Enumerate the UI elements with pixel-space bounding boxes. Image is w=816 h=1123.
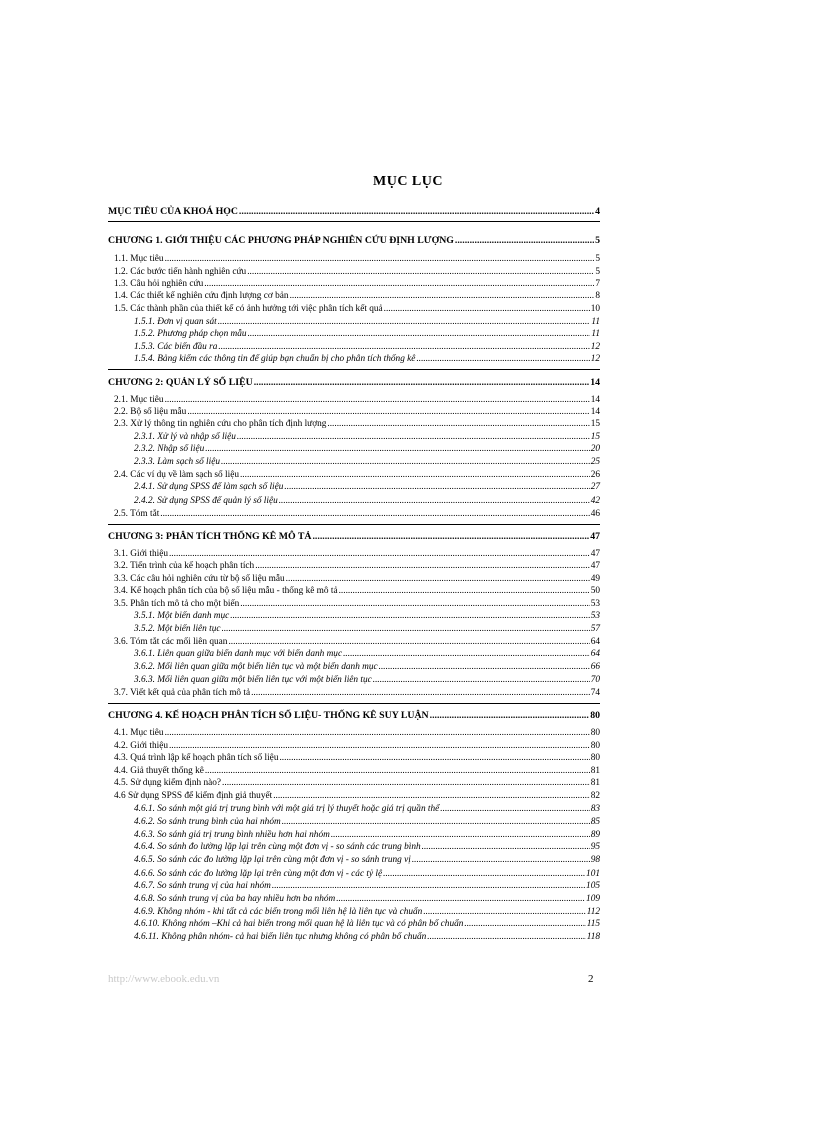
toc-entry-label: 2.2. Bộ số liệu mẫu xyxy=(114,407,187,417)
toc-entry-page: 5 xyxy=(595,267,600,277)
toc-entry-label: 1.5. Các thành phần của thiết kế có ảnh hưởng tới việc phân tích kết quả xyxy=(114,304,383,314)
toc-entry-label: CHƯƠNG 1. GIỚI THIỆU CÁC PHƯƠNG PHÁP NGHIÊN CỨU ĐỊNH LƯỢNG xyxy=(108,235,454,246)
toc-entry-label: 2.3. Xử lý thông tin nghiên cứu cho phân tích định lượng xyxy=(114,419,327,429)
toc-subsection-entry[interactable] xyxy=(108,330,600,339)
toc-entry-label: 4.6.6. So sánh các đo lường lặp lại trên cùng một đơn vị - các tỷ lệ xyxy=(134,869,383,879)
section-divider xyxy=(108,703,600,704)
toc-leader-dots xyxy=(423,908,585,917)
toc-section-entry[interactable] xyxy=(108,471,600,480)
toc-leader-dots xyxy=(339,587,590,596)
toc-leader-dots xyxy=(187,408,589,417)
toc-entry-label: 4.4. Giả thuyết thống kê xyxy=(114,766,204,776)
toc-entry-page: 5 xyxy=(595,235,600,246)
toc-leader-dots xyxy=(284,483,589,492)
toc-entry-page: 46 xyxy=(590,509,600,519)
toc-chapter-entry[interactable] xyxy=(108,378,600,388)
toc-entry-page: 105 xyxy=(586,881,600,891)
toc-entry-label: 2.3.1. Xử lý và nhập số liệu xyxy=(134,432,236,442)
toc-subsection-entry[interactable] xyxy=(108,870,600,879)
toc-leader-dots xyxy=(455,236,594,246)
toc-entry-label: 3.6.1. Liên quan giữa biến danh mục với biến danh mục xyxy=(134,649,343,659)
toc-entry-label: 4.6.8. So sánh trung vị của ba hay nhiều hơn ba nhóm xyxy=(134,894,336,904)
toc-entry-page: 66 xyxy=(590,662,600,672)
toc-section-entry[interactable] xyxy=(108,280,600,289)
toc-leader-dots xyxy=(240,600,589,609)
toc-entry-page: 47 xyxy=(590,531,600,542)
toc-entry-label: 3.6.3. Mối liên quan giữa một biến liên tục với một biến liên tục xyxy=(134,675,372,685)
toc-entry-label: 3.7. Viết kết quả của phân tích mô tả xyxy=(114,688,251,698)
toc-subsection-entry[interactable] xyxy=(108,895,600,904)
toc-entry-label: 4.5. Sử dụng kiểm định nào? xyxy=(114,778,222,788)
toc-entry-page: 95 xyxy=(590,842,600,852)
toc-entry-label: 3.1. Giới thiệu xyxy=(114,549,168,559)
toc-entry-page: 83 xyxy=(590,804,600,814)
toc-leader-dots xyxy=(237,433,590,442)
toc-leader-dots xyxy=(273,792,590,801)
toc-entry-label: 2.4. Các ví dụ về làm sạch số liệu xyxy=(114,470,239,480)
toc-subsection-entry[interactable] xyxy=(108,908,600,917)
toc-section-entry[interactable] xyxy=(108,792,600,801)
toc-subsection-entry[interactable] xyxy=(108,458,600,467)
toc-entry-page: 80 xyxy=(590,741,600,751)
toc-subsection-entry[interactable] xyxy=(108,663,600,672)
toc-entry-label: 2.4.1. Sử dụng SPSS để làm sạch số liệu xyxy=(134,482,284,492)
toc-entry-label: 4.6.7. So sánh trung vị của hai nhóm xyxy=(134,881,271,891)
toc-section-entry[interactable] xyxy=(108,689,600,698)
toc-leader-dots xyxy=(248,330,591,339)
toc-section-entry[interactable] xyxy=(108,575,600,584)
toc-entry-page: 64 xyxy=(590,637,600,647)
toc-entry-page: 14 xyxy=(590,377,600,388)
toc-leader-dots xyxy=(222,779,590,788)
toc-entry-page: 4 xyxy=(595,206,600,217)
toc-entry-label: 4.6.10. Không nhóm –Khi cả hai biến trong mối quan hệ là liên tục và có phân bố chuẩn xyxy=(134,919,464,929)
section-divider xyxy=(108,524,600,525)
footer-url-watermark: http://www.ebook.edu.vn xyxy=(108,973,220,985)
toc-subsection-entry[interactable] xyxy=(108,445,600,454)
toc-entry-page: 8 xyxy=(595,291,600,301)
toc-section-entry[interactable] xyxy=(108,255,600,264)
toc-entry-label: 4.6.3. So sánh giá trị trung bình nhiều hơn hai nhóm xyxy=(134,830,330,840)
toc-entry-label: 4.3. Quá trình lập kế hoạch phân tích số liệu xyxy=(114,753,279,763)
toc-entry-page: 14 xyxy=(590,407,600,417)
toc-subsection-entry[interactable] xyxy=(108,625,600,634)
toc-entry-page: 47 xyxy=(590,549,600,559)
toc-chapter-entry[interactable] xyxy=(108,711,600,721)
toc-entry-label: 3.6. Tóm tắt các mối liên quan xyxy=(114,637,228,647)
toc-entry-page: 15 xyxy=(590,432,600,442)
toc-leader-dots xyxy=(230,612,589,621)
toc-leader-dots xyxy=(430,711,590,721)
toc-entry-page: 53 xyxy=(590,611,600,621)
toc-entry-label: 3.5.1. Một biến danh mục xyxy=(134,611,230,621)
section-divider xyxy=(108,221,600,222)
toc-subsection-entry[interactable] xyxy=(108,676,600,685)
toc-subsection-entry[interactable] xyxy=(108,882,600,891)
toc-entry-page: 81 xyxy=(590,778,600,788)
toc-leader-dots xyxy=(239,207,594,217)
toc-leader-dots xyxy=(169,742,590,751)
toc-leader-dots xyxy=(286,575,590,584)
toc-section-entry[interactable] xyxy=(108,562,600,571)
toc-section-entry[interactable] xyxy=(108,729,600,738)
toc-leader-dots xyxy=(416,355,589,364)
toc-entry-page: 15 xyxy=(590,419,600,429)
toc-leader-dots xyxy=(272,882,585,891)
toc-entry-page: 20 xyxy=(590,444,600,454)
toc-entry-label: 4.6.5. So sánh các đo lường lặp lại trên cùng một đơn vị - so sánh trung vị xyxy=(134,855,411,865)
toc-entry-page: 12 xyxy=(590,354,600,364)
toc-leader-dots xyxy=(464,920,585,929)
toc-leader-dots xyxy=(422,843,590,852)
toc-entry-label: 2.5. Tóm tắt xyxy=(114,509,160,519)
toc-leader-dots xyxy=(279,754,589,763)
toc-entry-label: 4.6.2. So sánh trung bình của hai nhóm xyxy=(134,817,281,827)
toc-entry-page: 7 xyxy=(595,279,600,289)
toc-entry-label: 2.3.3. Làm sạch số liệu xyxy=(134,457,220,467)
toc-leader-dots xyxy=(165,729,590,738)
toc-entry-page: 14 xyxy=(590,395,600,405)
toc-entry-label: 1.3. Câu hỏi nghiên cứu xyxy=(114,279,204,289)
toc-leader-dots xyxy=(228,638,589,647)
toc-entry-page: 57 xyxy=(590,624,600,634)
toc-entry-label: 1.4. Các thiết kế nghiên cứu định lượng cơ bản xyxy=(114,291,289,301)
toc-section-entry[interactable] xyxy=(108,510,600,519)
toc-entry-page: 74 xyxy=(590,688,600,698)
toc-chapter-entry[interactable] xyxy=(108,532,600,542)
toc-entry-label: 3.4. Kế hoạch phân tích của bộ số liệu mẫu - thống kê mô tả xyxy=(114,586,338,596)
toc-entry-label: 1.2. Các bước tiến hành nghiên cứu xyxy=(114,267,247,277)
page-title: MỤC LỤC xyxy=(373,174,443,189)
toc-subsection-entry[interactable] xyxy=(108,933,600,942)
toc-section-entry[interactable] xyxy=(108,420,600,429)
toc-leader-dots xyxy=(160,510,589,519)
page-number: 2 xyxy=(588,973,594,985)
toc-entry-label: 4.6.11. Không phân nhóm- cả hai biến liên tục nhưng không có phân bố chuẩn xyxy=(134,932,427,942)
toc-leader-dots xyxy=(412,856,590,865)
toc-entry-label: 3.6.2. Mối liên quan giữa một biến liên tục và một biến danh mục xyxy=(134,662,378,672)
toc-leader-dots xyxy=(165,255,595,264)
toc-entry-page: 109 xyxy=(586,894,600,904)
toc-leader-dots xyxy=(282,818,590,827)
toc-entry-label: CHƯƠNG 4. KẾ HOẠCH PHÂN TÍCH SỐ LIỆU- THỐNG KÊ SUY LUẬN xyxy=(108,710,429,721)
toc-section-entry[interactable] xyxy=(108,292,600,301)
toc-entry-label: 4.6.9. Không nhóm - khi tất cả các biến trong mối liên hệ là liên tục và chuẩn xyxy=(134,907,423,917)
toc-entry-page: 25 xyxy=(590,457,600,467)
toc-entry-label: CHƯƠNG 3: PHÂN TÍCH THỐNG KÊ MÔ TẢ xyxy=(108,531,312,542)
toc-leader-dots xyxy=(343,650,590,659)
toc-leader-dots xyxy=(373,676,590,685)
toc-leader-dots xyxy=(240,471,590,480)
toc-entry-label: 4.1. Mục tiêu xyxy=(114,728,164,738)
toc-subsection-entry[interactable] xyxy=(108,355,600,364)
toc-entry-page: 10 xyxy=(590,304,600,314)
toc-leader-dots xyxy=(379,663,590,672)
toc-entry-label: 3.3. Các câu hỏi nghiên cứu từ bộ số liệu mẫu xyxy=(114,574,285,584)
toc-leader-dots xyxy=(165,396,590,405)
toc-entry-label: 1.1. Mục tiêu xyxy=(114,254,164,264)
toc-leader-dots xyxy=(205,767,590,776)
toc-section-entry[interactable] xyxy=(108,779,600,788)
toc-leader-dots xyxy=(222,625,590,634)
toc-entry-page: 42 xyxy=(590,496,600,506)
toc-entry-label: 3.5.2. Một biến liên tục xyxy=(134,624,221,634)
toc-entry-page: 89 xyxy=(590,830,600,840)
toc-entry-label: 4.6 Sử dụng SPSS để kiểm định giả thuyết xyxy=(114,791,273,801)
toc-subsection-entry[interactable] xyxy=(108,497,600,506)
toc-leader-dots xyxy=(218,343,589,352)
toc-entry-page: 81 xyxy=(590,766,600,776)
toc-leader-dots xyxy=(279,497,590,506)
toc-entry-page: 26 xyxy=(590,470,600,480)
toc-leader-dots xyxy=(384,305,590,314)
toc-subsection-entry[interactable] xyxy=(108,612,600,621)
toc-leader-dots xyxy=(204,280,594,289)
toc-entry-label: 2.4.2. Sử dụng SPSS để quản lý số liệu xyxy=(134,496,278,506)
toc-entry-label: 2.3.2. Nhập số liệu xyxy=(134,444,205,454)
toc-leader-dots xyxy=(427,933,585,942)
toc-leader-dots xyxy=(218,318,591,327)
toc-entry-page: 115 xyxy=(586,919,600,929)
toc-section-entry[interactable] xyxy=(108,754,600,763)
toc-subsection-entry[interactable] xyxy=(108,856,600,865)
toc-section-entry[interactable] xyxy=(108,408,600,417)
toc-entry-label: 1.5.4. Bảng kiểm các thông tin để giúp bạn chuẩn bị cho phân tích thống kê xyxy=(134,354,416,364)
toc-entry-label: 4.6.4. So sánh đo lường lặp lại trên cùng một đơn vị - so sánh các trung bình xyxy=(134,842,421,852)
toc-section-entry[interactable] xyxy=(108,638,600,647)
toc-entry-label: 1.5.3. Các biến đầu ra xyxy=(134,342,218,352)
toc-entry-label: 4.2. Giới thiệu xyxy=(114,741,168,751)
toc-subsection-entry[interactable] xyxy=(108,483,600,492)
toc-section-entry[interactable] xyxy=(108,268,600,277)
toc-leader-dots xyxy=(255,562,590,571)
toc-entry-label: MỤC TIÊU CỦA KHOÁ HỌC xyxy=(108,206,238,217)
toc-leader-dots xyxy=(205,445,589,454)
toc-subsection-entry[interactable] xyxy=(108,433,600,442)
toc-entry-page: 85 xyxy=(590,817,600,827)
toc-entry-label: 3.2. Tiến trình của kế hoạch phân tích xyxy=(114,561,255,571)
toc-leader-dots xyxy=(251,689,590,698)
toc-entry-label: 4.6.1. So sánh một giá trị trung bình với một giá trị lý thuyết hoặc giá trị quần thể xyxy=(134,804,440,814)
toc-leader-dots xyxy=(383,870,585,879)
toc-entry-page: 11 xyxy=(591,329,600,339)
toc-leader-dots xyxy=(290,292,595,301)
toc-leader-dots xyxy=(169,550,590,559)
toc-leader-dots xyxy=(247,268,594,277)
toc-entry-page: 70 xyxy=(590,675,600,685)
toc-leader-dots xyxy=(327,420,589,429)
toc-entry-page: 11 xyxy=(591,317,600,327)
toc-subsection-entry[interactable] xyxy=(108,650,600,659)
toc-section-entry[interactable] xyxy=(108,600,600,609)
toc-leader-dots xyxy=(336,895,585,904)
toc-entry-page: 80 xyxy=(590,710,600,721)
toc-entry-page: 82 xyxy=(590,791,600,801)
toc-entry-label: 1.5.2. Phương pháp chọn mẫu xyxy=(134,329,247,339)
toc-entry-label: 3.5. Phân tích mô tả cho một biến xyxy=(114,599,240,609)
toc-subsection-entry[interactable] xyxy=(108,831,600,840)
toc-subsection-entry[interactable] xyxy=(108,343,600,352)
section-divider xyxy=(108,369,600,370)
toc-entry-page: 50 xyxy=(590,586,600,596)
toc-section-entry[interactable] xyxy=(108,396,600,405)
toc-entry-label: 2.1. Mục tiêu xyxy=(114,395,164,405)
toc-entry-page: 80 xyxy=(590,753,600,763)
toc-entry-page: 53 xyxy=(590,599,600,609)
toc-entry-page: 98 xyxy=(590,855,600,865)
toc-leader-dots xyxy=(440,805,589,814)
toc-subsection-entry[interactable] xyxy=(108,318,600,327)
toc-chapter-entry[interactable] xyxy=(108,236,600,246)
toc-section-entry[interactable] xyxy=(108,587,600,596)
toc-subsection-entry[interactable] xyxy=(108,805,600,814)
toc-entry-page: 27 xyxy=(590,482,600,492)
toc-chapter-entry[interactable] xyxy=(108,207,600,217)
toc-subsection-entry[interactable] xyxy=(108,843,600,852)
toc-entry-page: 5 xyxy=(595,254,600,264)
toc-entry-page: 12 xyxy=(590,342,600,352)
toc-subsection-entry[interactable] xyxy=(108,920,600,929)
toc-section-entry[interactable] xyxy=(108,305,600,314)
toc-entry-page: 80 xyxy=(590,728,600,738)
toc-leader-dots xyxy=(221,458,590,467)
toc-leader-dots xyxy=(254,378,590,388)
toc-section-entry[interactable] xyxy=(108,742,600,751)
toc-entry-page: 112 xyxy=(586,907,600,917)
toc-entry-page: 101 xyxy=(586,869,600,879)
toc-leader-dots xyxy=(331,831,590,840)
toc-leader-dots xyxy=(312,532,589,542)
toc-subsection-entry[interactable] xyxy=(108,818,600,827)
toc-entry-page: 118 xyxy=(586,932,600,942)
toc-section-entry[interactable] xyxy=(108,767,600,776)
toc-entry-label: 1.5.1. Đơn vị quan sát xyxy=(134,317,217,327)
toc-entry-page: 47 xyxy=(590,561,600,571)
toc-entry-label: CHƯƠNG 2: QUẢN LÝ SỐ LIỆU xyxy=(108,377,253,388)
toc-entry-page: 49 xyxy=(590,574,600,584)
toc-entry-page: 64 xyxy=(590,649,600,659)
toc-section-entry[interactable] xyxy=(108,550,600,559)
